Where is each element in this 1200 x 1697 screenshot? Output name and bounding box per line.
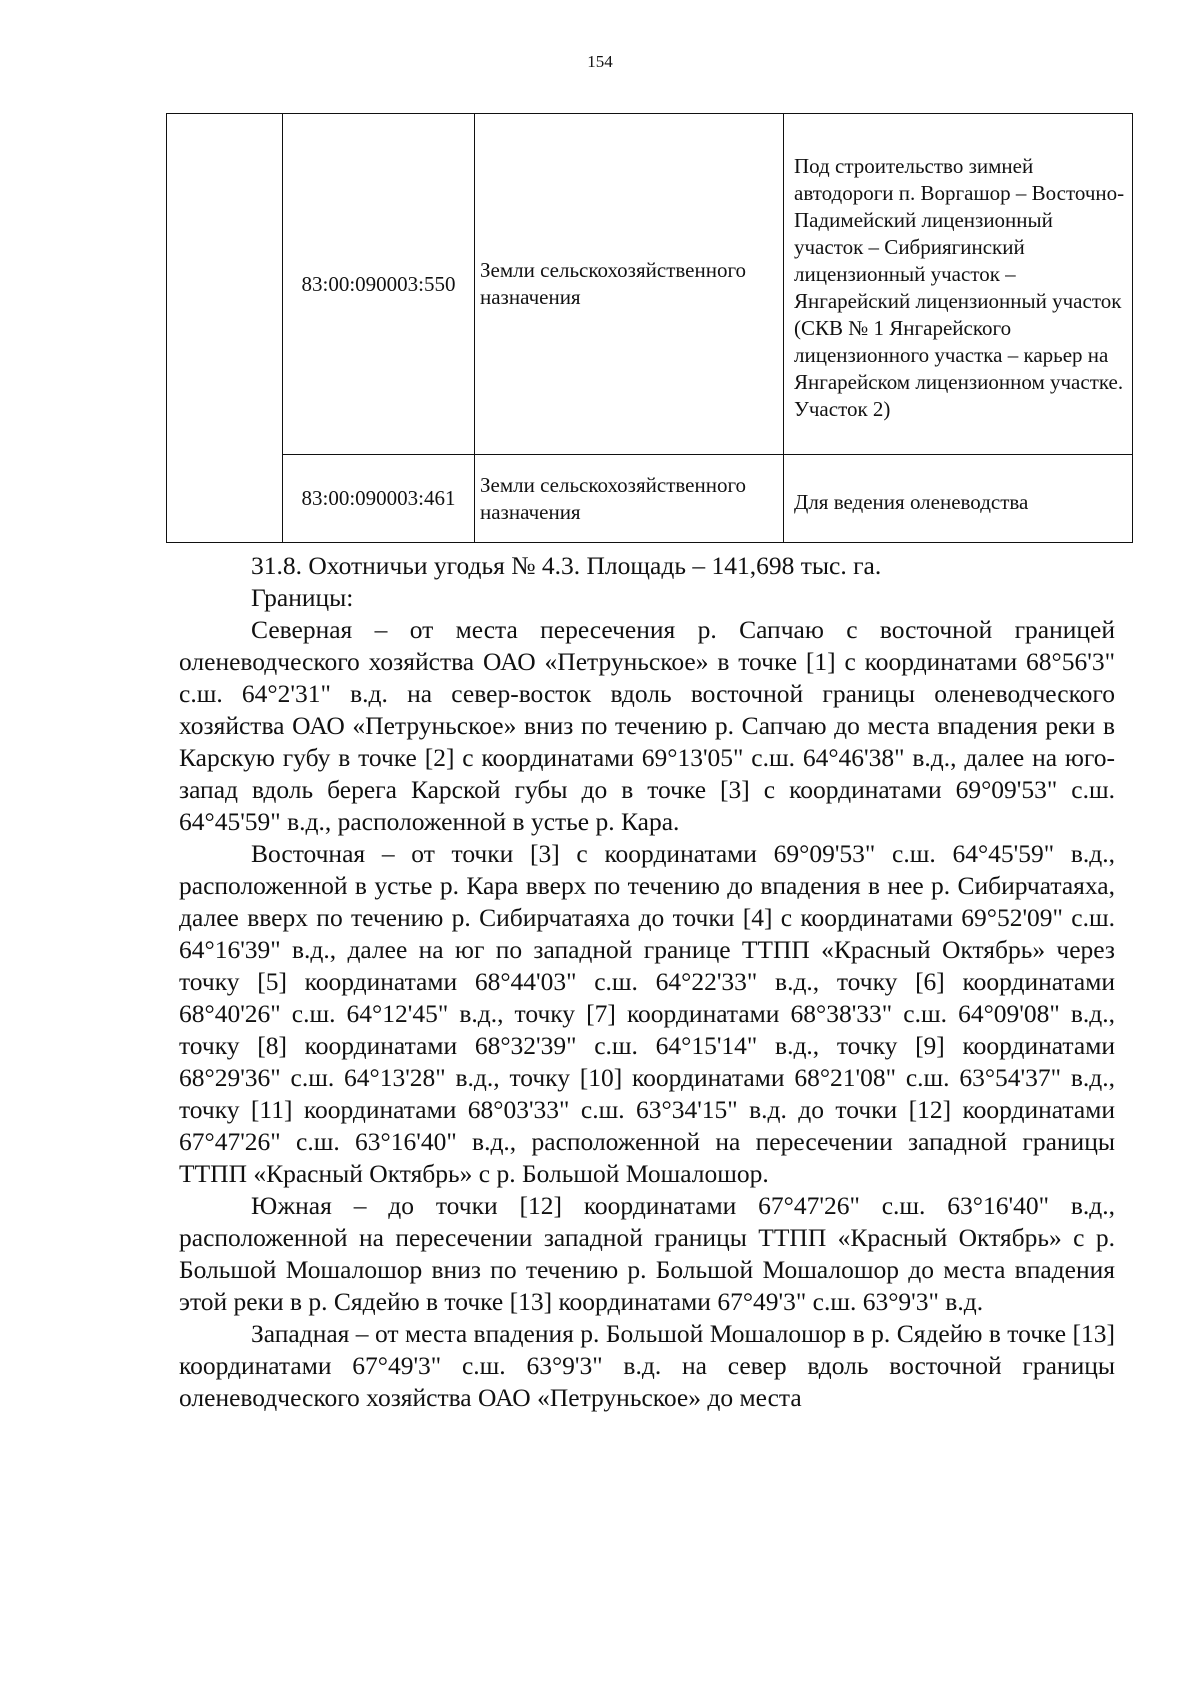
- land-category-cell: Земли сельскохозяйственного назначения: [475, 114, 784, 455]
- page-number: 154: [587, 52, 613, 71]
- land-parcels-table: [166, 113, 1133, 543]
- table-row: [167, 114, 1133, 455]
- cadastral-number-cell: 83:00:090003:461: [283, 455, 475, 543]
- border-north-paragraph: Северная – от места пересечения р. Сапчаю с восточной границей оленеводческого хозяйства ОАО «Петруньское» в точке [1] с координатами 68°56'3" с.ш. 64°2'31" в.д. на север-восток вдоль восточной границы оленеводческого хозяйства ОАО «Петруньское» вниз по течению р. Сапчаю до места впадения реки в Карскую губу в точке [2] с координатами 69°13'05" с.ш. 64°46'38" в.д., далее на юго-запад вдоль берега Карской губы до в точке [3] с координатами 69°09'53" с.ш. 64°45'59" в.д., расположенной в устье р. Кара.: [179, 615, 1115, 836]
- cadastral-number-cell: 83:00:090003:550: [283, 114, 475, 455]
- table-merged-cell: [167, 114, 283, 543]
- land-category-cell: Земли сельскохозяйственного назначения: [475, 455, 784, 543]
- border-west-paragraph: Западная – от места впадения р. Большой Мошалошор в р. Сядейю в точке [13] координатами 67°49'3" с.ш. 63°9'3" в.д. на север вдоль восточной границы оленеводческого хозяйства ОАО «Петруньское» до места: [179, 1319, 1115, 1412]
- section-body: [179, 550, 1115, 1414]
- border-south-paragraph: Южная – до точки [12] координатами 67°47'26" с.ш. 63°16'40" в.д., расположенной на пересечении западной границы ТТПП «Красный Октябрь» с р. Большой Мошалошор вниз по течению р. Большой Мошалошор до места впадения этой реки в р. Сядейю в точке [13] координатами 67°49'3" с.ш. 63°9'3" в.д.: [179, 1191, 1115, 1316]
- border-east-paragraph: Восточная – от точки [3] с координатами 69°09'53" с.ш. 64°45'59" в.д., расположенной в устье р. Кара вверх по течению до впадения в нее р. Сибирчатаяха, далее вверх по течению р. Сибирчатаяха до точки [4] с координатами 69°52'09" с.ш. 64°16'39" в.д., далее на юг по западной границе ТТПП «Красный Октябрь» через точку [5] координатами 68°44'03" с.ш. 64°22'33" в.д., точку [6] координатами 68°40'26" с.ш. 64°12'45" в.д., точку [7] координатами 68°38'33" с.ш. 64°09'08" в.д., точку [8] координатами 68°32'39" с.ш. 64°15'14" в.д., точку [9] координатами 68°29'36" с.ш. 64°13'28" в.д., точку [10] координатами 68°21'08" с.ш. 63°54'37" в.д., точку [11] координатами 68°03'33" с.ш. 63°34'15" в.д. до точки [12] координатами 67°47'26" с.ш. 63°16'40" в.д., расположенной на пересечении западной границы ТТПП «Красный Октябрь» с р. Большой Мошалошор.: [179, 839, 1115, 1188]
- table-row: [167, 455, 1133, 543]
- permitted-use-cell: Для ведения оленеводства: [784, 455, 1133, 543]
- permitted-use-cell: Под строительство зимней автодороги п. Воргашор – Восточно-Падимейский лицензионный участок – Сибриягинский лицензионный участок – Янгарейский лицензионный участок (СКВ № 1 Янгарейского лицензионного участка – карьер на Янгарейском лицензионном участке. Участок 2): [784, 114, 1133, 455]
- section-title: 31.8. Охотничьи угодья № 4.3. Площадь – 141,698 тыс. га.: [251, 551, 882, 580]
- borders-label: Границы:: [251, 583, 354, 612]
